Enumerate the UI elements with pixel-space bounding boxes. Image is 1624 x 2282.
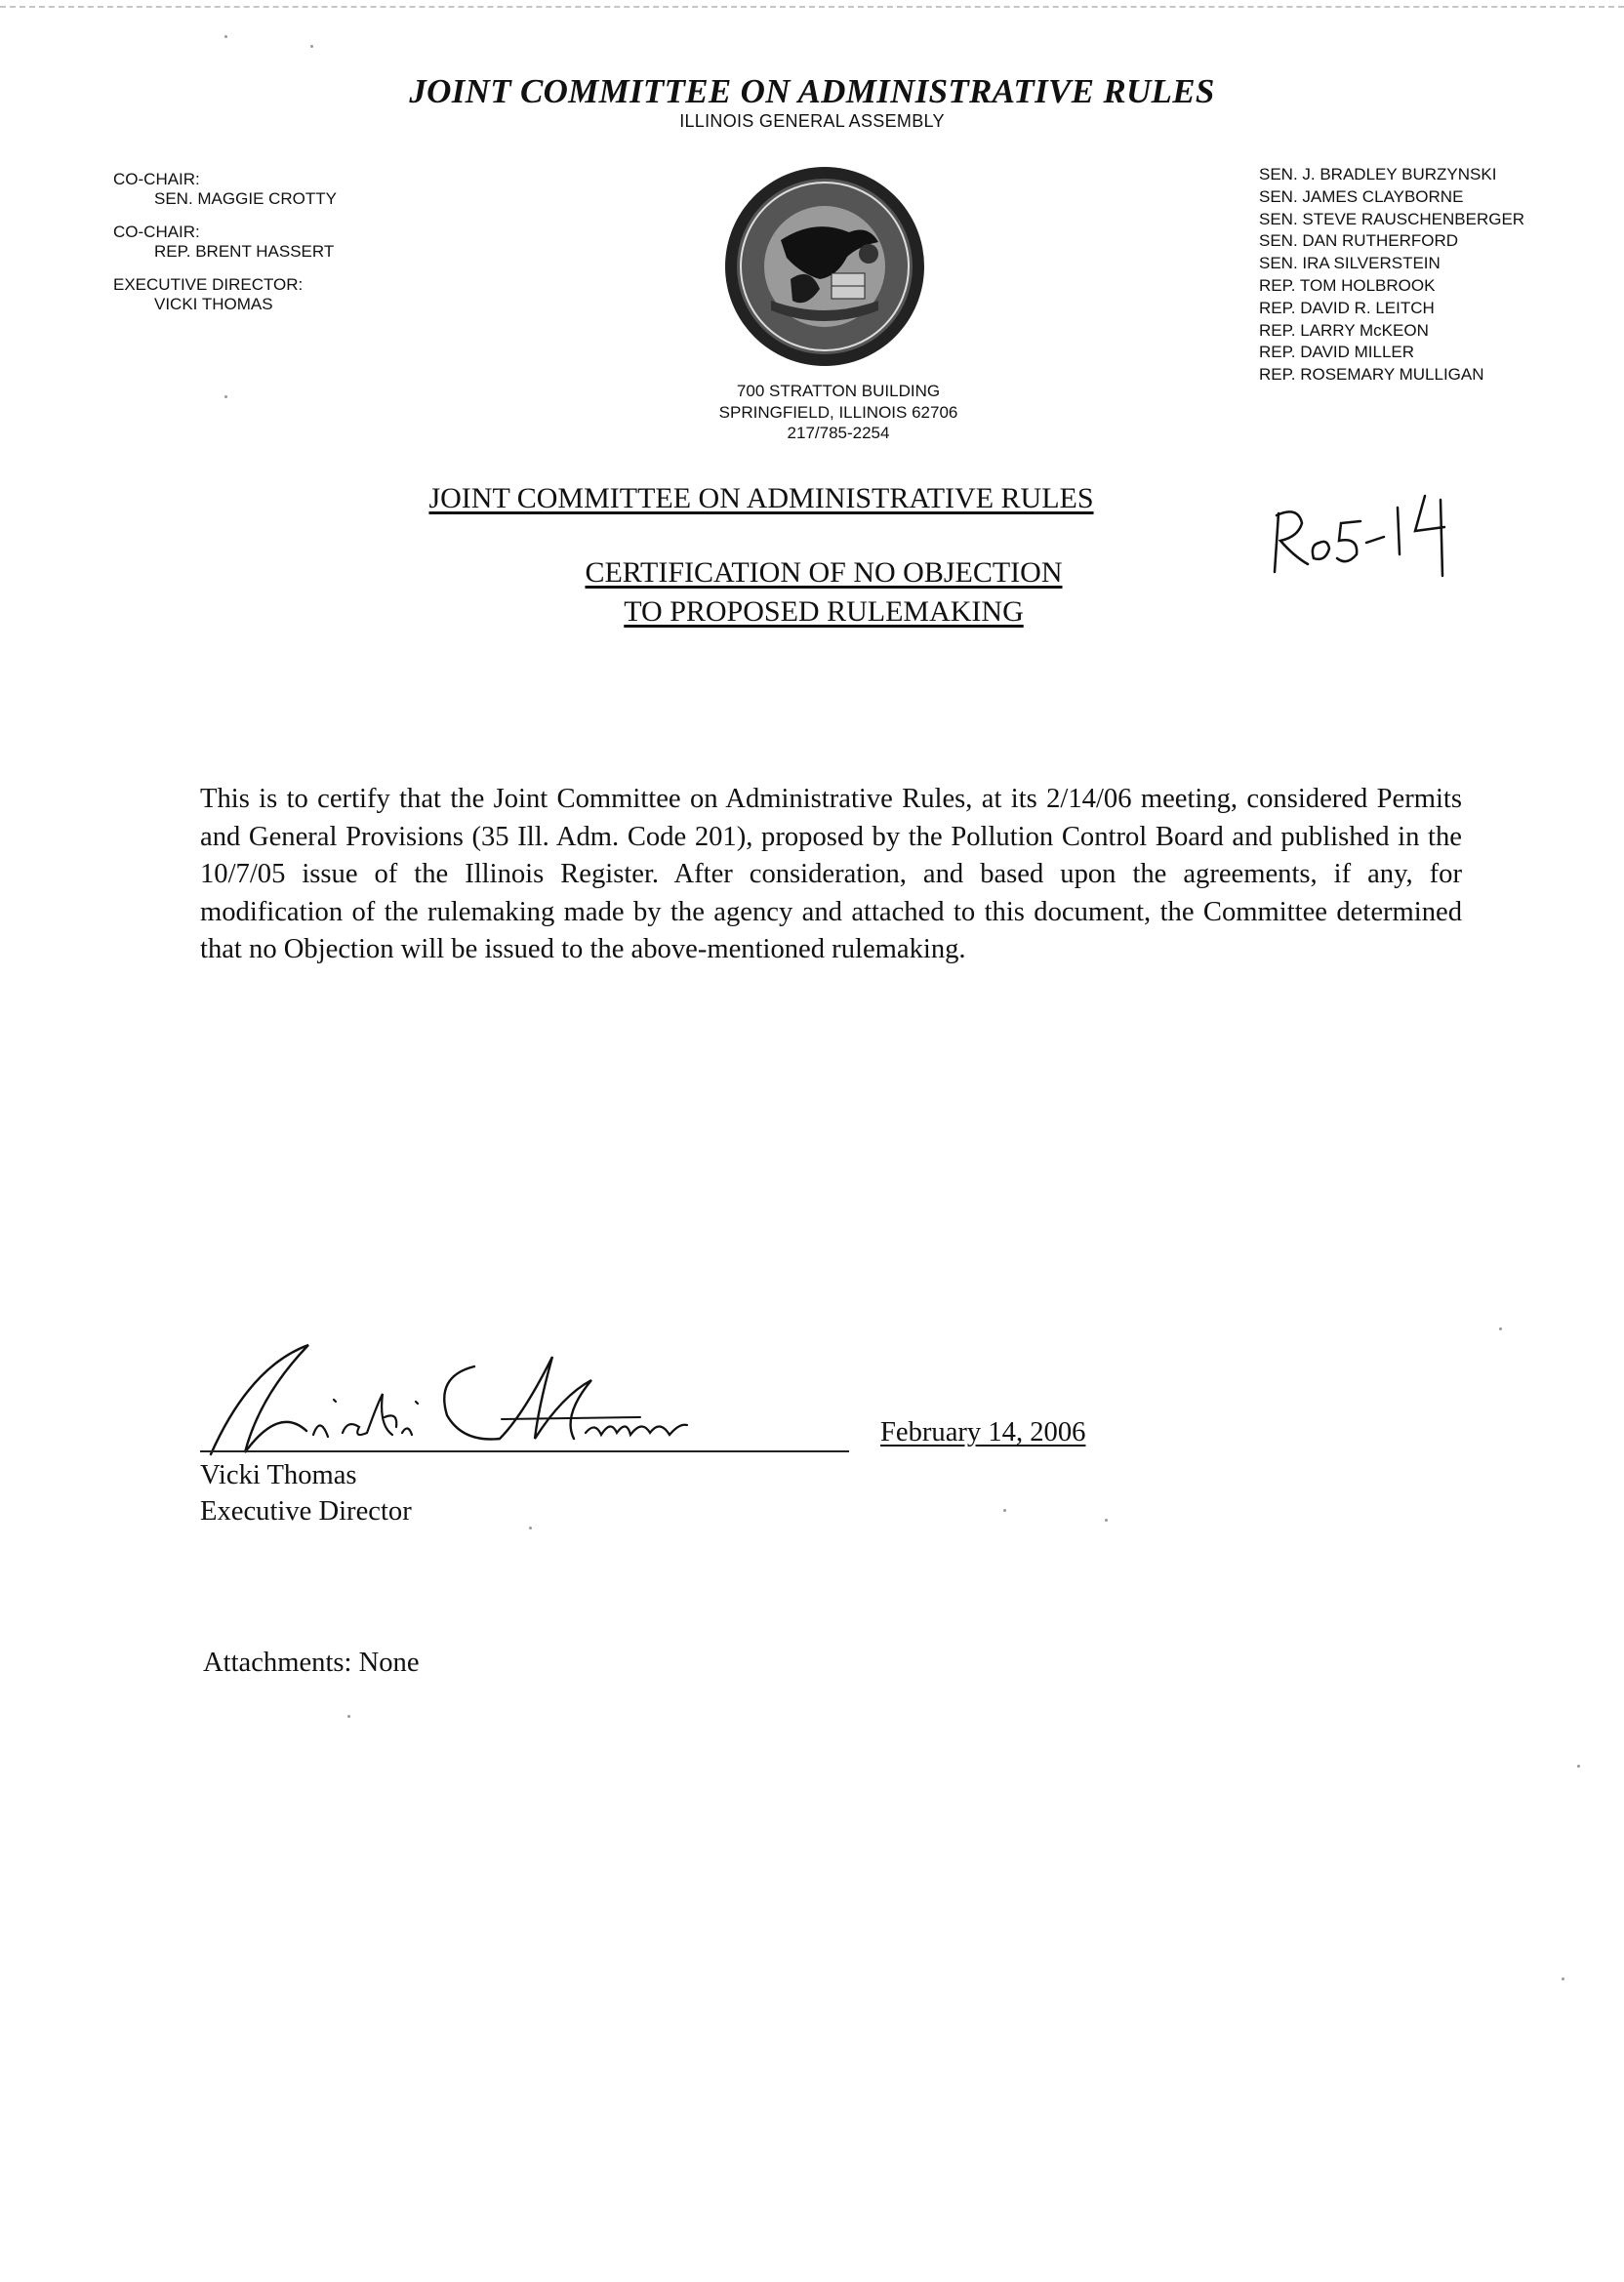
scan-edge-line [0, 6, 1624, 8]
member-item: REP. LARRY McKEON [1259, 320, 1429, 340]
member-item: REP. TOM HOLBROOK [1259, 275, 1436, 295]
member-item: SEN. STEVE RAUSCHENBERGER [1259, 209, 1525, 228]
certification-body-text: This is to certify that the Joint Committee on Administrative Rules, at its 2/14/06 meeting, considered Permits and General Provisions (35 Ill. Adm. Code 201), proposed by the Pollution Control Board and published in the 10/7/05 issue of the Illinois Register. After consideration, and based upon the agreements, if any, for modification of the rulemaking made by the agency and attached to this document, the Committee determined that no Objection will be issued to the above-mentioned rulemaking. [200, 784, 1462, 964]
state-seal-icon [722, 164, 927, 369]
scan-speck [1562, 1977, 1564, 1980]
executive-director-label: EXECUTIVE DIRECTOR: [113, 275, 304, 294]
scan-speck [1577, 1765, 1580, 1768]
member-item: SEN. JAMES CLAYBORNE [1259, 186, 1464, 206]
address-line: SPRINGFIELD, ILLINOIS 62706 [718, 402, 958, 422]
member-item: SEN. J. BRADLEY BURZYNSKI [1259, 165, 1497, 183]
executive-director-name: VICKI THOMAS [154, 295, 273, 313]
signature-date: February 14, 2006 [880, 1417, 1086, 1447]
scan-speck [1105, 1519, 1108, 1522]
signer-name: Vicki Thomas [200, 1460, 357, 1490]
committee-members-list [1259, 164, 1610, 387]
scan-speck [529, 1527, 532, 1529]
certification-heading-line-2: TO PROPOSED RULEMAKING [624, 595, 1024, 628]
scan-speck [310, 45, 313, 48]
member-item: REP. ROSEMARY MULLIGAN [1259, 365, 1484, 385]
executive-director [113, 275, 465, 314]
phone-number: 217/785-2254 [787, 424, 890, 442]
scan-speck [1003, 1509, 1006, 1512]
scan-speck [347, 1715, 350, 1718]
scan-speck [1499, 1327, 1502, 1330]
office-address [648, 381, 1029, 444]
member-item: SEN. DAN RUTHERFORD [1259, 231, 1459, 251]
address-line: 700 STRATTON BUILDING [736, 382, 941, 400]
letterhead-subtitle: ILLINOIS GENERAL ASSEMBLY [679, 111, 945, 131]
co-chair-name: REP. BRENT HASSERT [154, 242, 335, 261]
co-chair-name: SEN. MAGGIE CROTTY [154, 189, 338, 208]
member-item: REP. DAVID MILLER [1259, 343, 1415, 362]
scan-speck [224, 35, 227, 38]
co-chair-label: CO-CHAIR: [113, 223, 200, 241]
letterhead-title: JOINT COMMITTEE ON ADMINISTRATIVE RULES [409, 72, 1215, 110]
co-chair-1 [113, 170, 465, 209]
scan-speck [224, 395, 227, 398]
committee-heading: JOINT COMMITTEE ON ADMINISTRATIVE RULES [428, 482, 1094, 514]
member-item: REP. DAVID R. LEITCH [1259, 298, 1435, 317]
officers-block [113, 170, 465, 328]
attachments-note: Attachments: None [203, 1648, 420, 1678]
signature-line [200, 1450, 849, 1452]
co-chair-label: CO-CHAIR: [113, 170, 200, 188]
signer-title: Executive Director [200, 1496, 412, 1527]
handwritten-signature [191, 1337, 718, 1464]
certification-heading-line-1: CERTIFICATION OF NO OBJECTION [585, 556, 1063, 589]
co-chair-2 [113, 223, 465, 262]
member-item: SEN. IRA SILVERSTEIN [1259, 254, 1441, 273]
